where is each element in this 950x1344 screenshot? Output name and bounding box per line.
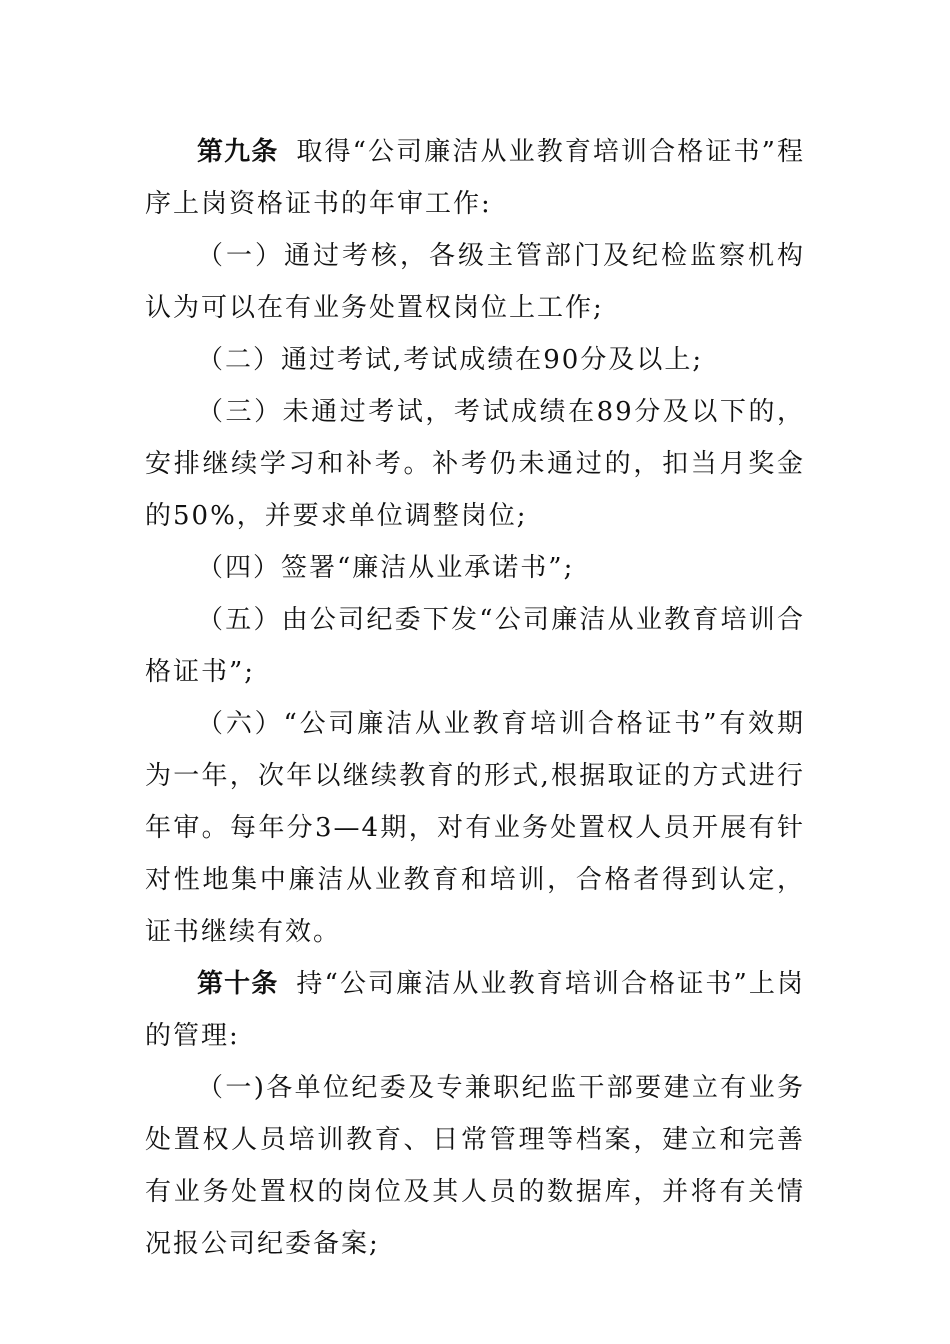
clause-9-4 [145, 542, 805, 594]
document-body [145, 126, 805, 1270]
article-9 [145, 126, 805, 230]
clause-text: （四）签署“廉洁从业承诺书”; [197, 553, 575, 583]
article-heading: 第十条 [197, 969, 279, 999]
article-10 [145, 958, 805, 1062]
clause-text: （三）未通过考试，考试成绩在89分及以下的，安排继续学习和补考。补考仍未通过的，扣当月奖金的50%，并要求单位调整岗位; [145, 397, 805, 531]
article-text: 取得“公司廉洁从业教育培训合格证书”程序上岗资格证书的年审工作: [145, 137, 805, 219]
clause-9-5 [145, 594, 805, 698]
clause-text: （一)各单位纪委及专兼职纪监干部要建立有业务处置权人员培训教育、日常管理等档案，建立和完善有业务处置权的岗位及其人员的数据库，并将有关情况报公司纪委备案; [145, 1073, 805, 1259]
clause-9-6 [145, 698, 805, 958]
clause-text: （二）通过考试,考试成绩在90分及以上; [197, 345, 704, 375]
clause-text: （一）通过考核，各级主管部门及纪检监察机构认为可以在有业务处置权岗位上工作; [145, 241, 805, 323]
clause-9-2 [145, 334, 805, 386]
clause-text: （六）“公司廉洁从业教育培训合格证书”有效期为一年，次年以继续教育的形式,根据取证的方式进行年审。每年分3—4期，对有业务处置权人员开展有针对性地集中廉洁从业教育和培训，合格者得到认定，证书继续有效。 [145, 709, 805, 947]
article-heading: 第九条 [197, 137, 279, 167]
article-text: 持“公司廉洁从业教育培训合格证书”上岗的管理: [145, 969, 805, 1051]
clause-9-1 [145, 230, 805, 334]
clause-text: （五）由公司纪委下发“公司廉洁从业教育培训合格证书”; [145, 605, 805, 687]
clause-9-3 [145, 386, 805, 542]
clause-10-1 [145, 1062, 805, 1270]
